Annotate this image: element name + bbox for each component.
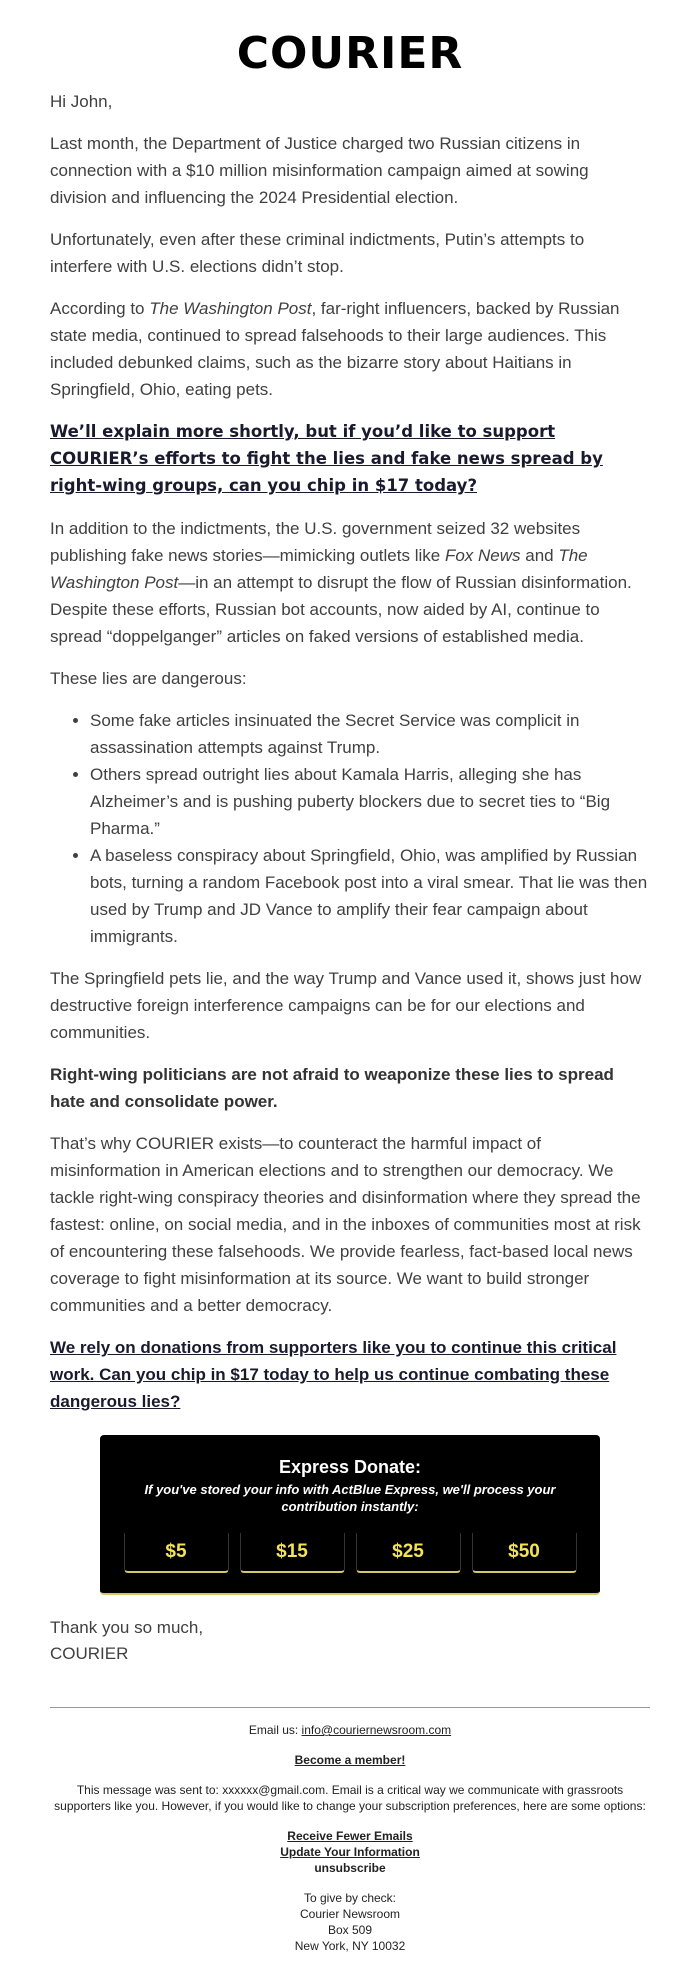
address-line: New York, NY 10032 bbox=[294, 1939, 406, 1953]
text-segment: In addition to the indictments, the U.S. government seized 32 websites publishing fake news stories—mimicking outlets like bbox=[50, 519, 581, 565]
donate-cta-link-2[interactable]: We rely on donations from supporters like you to continue this critical work. Can you chip in $17 today to help us continue combating these dangerous lies? bbox=[50, 1338, 617, 1411]
donate-5-button[interactable]: $5 bbox=[124, 1533, 229, 1573]
address-line: Box 509 bbox=[327, 1923, 373, 1937]
signoff-signature: COURIER bbox=[50, 1644, 129, 1663]
donate-cta-link-1[interactable]: We’ll explain more shortly, but if you’d like to support COURIER’s efforts to fight the lies and fake news spread by right-wing groups, can you chip in $17 today? bbox=[50, 422, 603, 495]
text-segment: and bbox=[520, 546, 559, 565]
list-item: • A baseless conspiracy about Springfield, Ohio, was amplified by Russian bots, turning a random Facebook post into a viral smear. That lie was then used by Trump and JD Vance to amplify their fear campaign about immigrants. bbox=[90, 842, 650, 950]
footer-address bbox=[50, 1890, 650, 1954]
footer-member-line bbox=[50, 1752, 650, 1768]
donate-15-button[interactable]: $15 bbox=[240, 1533, 345, 1573]
become-member-link[interactable]: Become a member! bbox=[294, 1753, 406, 1767]
footer-sent-notice: This message was sent to: xxxxxx@gmail.com. Email is a critical way we communicate with grassroots supporters like you. However, if you would like to change your subscription preferences, here are some options: bbox=[54, 1783, 646, 1813]
signoff-line: Thank you so much, bbox=[50, 1618, 204, 1637]
paragraph-doj: Last month, the Department of Justice charged two Russian citizens in connection with a $10 million misinformation campaign aimed at sowing division and influencing the 2024 Presidential election. bbox=[50, 134, 589, 207]
paragraph-washington-post bbox=[50, 295, 650, 403]
paragraph-springfield: The Springfield pets lie, and the way Trump and Vance used it, shows just how destructive foreign interference campaigns can be for our elections and communities. bbox=[50, 969, 642, 1042]
greeting: Hi John, bbox=[50, 92, 113, 111]
footer bbox=[50, 1722, 650, 1954]
paragraph-dangerous: These lies are dangerous: bbox=[50, 669, 247, 688]
text-segment: , far-right influencers, backed by Russian state media, continued to spread falsehoods to their large audiences. This included debunked claims, such as the bizarre story about Haitians in Springfield, Ohio, eating pets. bbox=[50, 299, 620, 399]
text-segment: According to bbox=[50, 299, 150, 318]
check-label: To give by check: bbox=[303, 1891, 397, 1905]
donate-amounts bbox=[100, 1533, 600, 1573]
footer-preferences bbox=[50, 1828, 650, 1876]
email-link[interactable]: info@couriernewsroom.com bbox=[301, 1723, 452, 1737]
paragraph-putin: Unfortunately, even after these criminal indictments, Putin’s attempts to interfere with U.S. elections didn’t stop. bbox=[50, 230, 585, 276]
donate-50-button[interactable]: $50 bbox=[472, 1533, 577, 1573]
paragraph-mission: That’s why COURIER exists—to counteract the harmful impact of misinformation in American elections and to strengthen our democracy. We tackle right-wing conspiracy theories and disinformation where they spread the fastest: online, on social media, and in the inboxes of communities most at risk of encountering these falsehoods. We provide fearless, fact-based local news coverage to fight misinformation at its source. We want to build stronger communities and a better democracy. bbox=[50, 1134, 641, 1315]
publication-name: Fox News bbox=[444, 546, 521, 565]
footer-email-line bbox=[50, 1722, 650, 1738]
email-label: Email us: bbox=[248, 1723, 302, 1737]
list-item: • Some fake articles insinuated the Secret Service was complicit in assassination attempts against Trump. bbox=[90, 707, 650, 761]
receive-fewer-emails-link[interactable]: Receive Fewer Emails bbox=[287, 1829, 413, 1843]
list-item: • Others spread outright lies about Kamala Harris, alleging she has Alzheimer’s and is pushing puberty blockers due to secret ties to “Big Pharma.” bbox=[90, 761, 650, 842]
express-donate-box bbox=[100, 1435, 600, 1595]
address-line: Courier Newsroom bbox=[299, 1907, 401, 1921]
paragraph-bold-statement: Right-wing politicians are not afraid to weaponize these lies to spread hate and consolidate power. bbox=[50, 1065, 614, 1111]
text-segment: —in an attempt to disrupt the flow of Russian disinformation. Despite these efforts, Russian bot accounts, now aided by AI, continue to spread “doppelganger” articles on faked versions of established media. bbox=[50, 573, 632, 646]
donate-25-button[interactable]: $25 bbox=[356, 1533, 461, 1573]
donate-subtitle: If you've stored your info with ActBlue Express, we'll process your contribution instantly: bbox=[144, 1482, 556, 1514]
footer-divider bbox=[50, 1707, 650, 1708]
update-information-link[interactable]: Update Your Information bbox=[280, 1845, 420, 1859]
unsubscribe-link[interactable]: unsubscribe bbox=[314, 1861, 386, 1875]
lies-list bbox=[50, 707, 650, 950]
courier-logo: COURIER bbox=[236, 28, 464, 79]
donate-title: Express Donate: bbox=[278, 1457, 422, 1477]
publication-name: The Washington Post bbox=[50, 546, 588, 592]
signoff bbox=[50, 1615, 650, 1667]
publication-name: The Washington Post bbox=[149, 299, 312, 318]
paragraph-indictments bbox=[50, 515, 650, 650]
email-container bbox=[50, 0, 650, 1954]
